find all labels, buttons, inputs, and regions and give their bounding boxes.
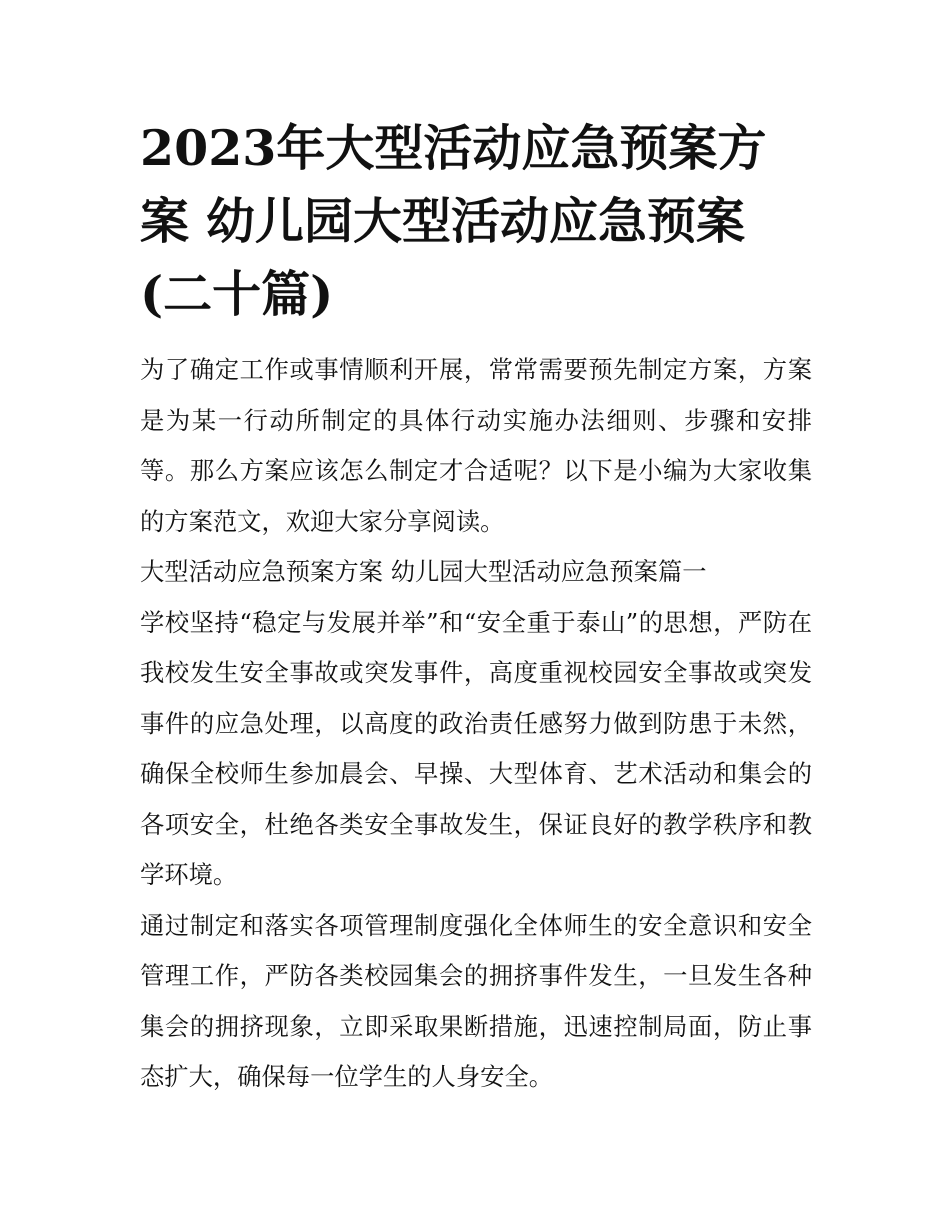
body-paragraph-1: 学校坚持“稳定与发展并举”和“安全重于泰山”的思想，严防在我校发生安全事故或突发事件，高度重视校园安全事故或突发事件的应急处理，以高度的政治责任感努力做到防患于未然，确保全校师生参加晨会、早操、大型体育、艺术活动和集会的各项安全，杜绝各类安全事故发生，保证良好的教学秩序和教学环境。: [140, 607, 812, 889]
body-paragraph-2: 通过制定和落实各项管理制度强化全体师生的安全意识和安全管理工作，严防各类校园集会的拥挤事件发生，一旦发生各种集会的拥挤现象，立即采取果断措施，迅速控制局面，防止事态扩大，确保每一位学生的人身安全。: [140, 910, 812, 1091]
document-title: 2023年大型活动应急预案方案 幼儿园大型活动应急预案(二十篇): [140, 119, 767, 323]
document-page: [140, 112, 812, 1103]
section-heading: 大型活动应急预案方案 幼儿园大型活动应急预案篇一: [140, 557, 707, 586]
intro-paragraph: 为了确定工作或事情顺利开展，常常需要预先制定方案，方案是为某一行动所制定的具体行动实施办法细则、步骤和安排等。那么方案应该怎么制定才合适呢？以下是小编为大家收集的方案范文，欢迎大家分享阅读。: [140, 355, 812, 536]
